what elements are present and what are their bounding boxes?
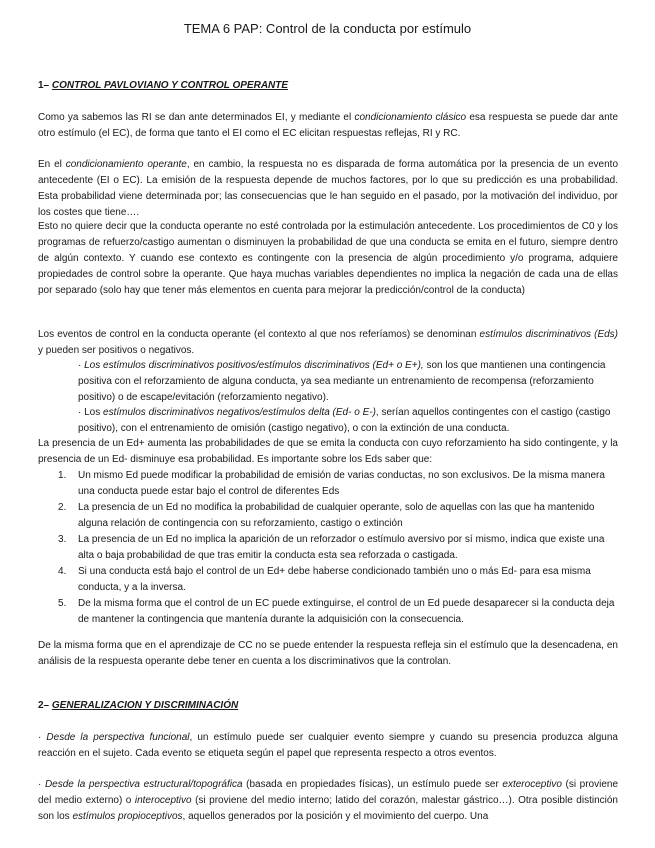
ed-points-list	[38, 468, 618, 628]
list-item: 2. La presencia de un Ed no modifica la probabilidad de cualquier operante, solo de aquellas con las que ha mantenido alguna relación de contingencia con su reforzamiento, castigo o extinción	[58, 502, 595, 529]
section-2-number: 2–	[38, 700, 50, 711]
paragraph-structural: · Desde la perspectiva estructural/topográfica (basada en propiedades físicas), un estímulo puede ser exteroceptivo (si proviene del medio externo) o interoceptivo (si proviene del medio interno; latido del corazón, malestar gástrico…). Otra posible distinción son los estímulos propioceptivos, aquellos generados por la posición y el movimiento del cuerpo. Una	[38, 779, 619, 822]
section-1-title: CONTROL PAVLOVIANO Y CONTROL OPERANTE	[51, 80, 289, 91]
paragraph-4: Los eventos de control en la conducta operante (el contexto al que nos referíamos) se denominan estímulos discriminativos (Eds) y pueden ser positivos o negativos.	[38, 329, 619, 356]
paragraph-5: La presencia de un Ed+ aumenta las probabilidades de que se emita la conducta con cuyo reforzamiento ha sido contingente, y la presencia de un Ed- disminuye esa probabilidad. Es importante sobre los Eds saber que:	[38, 438, 618, 465]
paragraph-1: Como ya sabemos las RI se dan ante determinados EI, y mediante el condicionamiento clásico esa respuesta se puede dar ante otro estímulo (el EC), de forma que tanto el EI como el EC elicitan respuestas reflejas, RI y RC.	[38, 112, 619, 139]
paragraph-2: En el condicionamiento operante, en cambio, la respuesta no es disparada de forma automática por la presencia de un evento antecedente (EI o EC). La emisión de la respuesta depende de muchos factores, por lo que su predicción es una probabilidad. Esta probabilidad viene determinada por; las consecuencias que le han seguido en el pasado, por la motivación del individuo, por los costes que tiene….	[38, 159, 618, 218]
bullet-ed-negative: · Los estímulos discriminativos negativos/estímulos delta (Ed- o E-), serían aquellos contingentes con el castigo (castigo positivo), con el entrenamiento de omisión (castigo negativo), o con la extinción de una conducta.	[78, 407, 611, 434]
paragraph-6: De la misma forma que en el aprendizaje de CC no se puede entender la respuesta refleja sin el estímulo que la desencadena, en análisis de la respuesta operante debe tener en cuenta a los discriminativos que la controlan.	[38, 640, 618, 667]
list-item: 1. Un mismo Ed puede modificar la probabilidad de emisión de varias conductas, no son exclusivos. De la misma manera una conducta puede estar bajo el control de diferentes Eds	[58, 470, 605, 497]
list-item: 3. La presencia de un Ed no implica la aparición de un reforzador o estímulo aversivo por sí mismo, indica que existe una alta o baja probabilidad de que tras emitir la conducta esta sea reforzada o castigada.	[58, 534, 605, 561]
section-1-heading	[38, 78, 288, 94]
document-title: TEMA 6 PAP: Control de la conducta por estímulo	[183, 21, 472, 36]
bullet-ed-positive: · Los estímulos discriminativos positivos/estímulos discriminativos (Ed+ o E+), son los que mantienen una contingencia positiva con el reforzamiento de alguna conducta, ya sea mediante un entrenamiento de recompensa (reforzamiento positivo) o de escape/evitación (reforzamiento negativo).	[78, 360, 606, 403]
section-2-heading	[38, 698, 238, 714]
list-item: 4. Si una conducta está bajo el control de un Ed+ debe haberse condicionado también uno o más Ed- para esa misma conducta, y a la inversa.	[58, 566, 591, 593]
section-2-title: GENERALIZACION Y DISCRIMINACIÓN	[51, 700, 239, 711]
list-item: 5. De la misma forma que el control de un EC puede extinguirse, el control de un Ed puede desaparecer si la conducta deja de mantener la contingencia que mantenía durante la adquisición con la consecuencia.	[58, 598, 615, 625]
paragraph-functional: · Desde la perspectiva funcional, un estímulo puede ser cualquier evento siempre y cuando su presencia produzca alguna reacción en el sujeto. Cada evento se etiqueta según el papel que representa respecto a otros eventos.	[38, 732, 618, 759]
section-1-number: 1–	[38, 80, 50, 91]
paragraph-3: Esto no quiere decir que la conducta operante no esté controlada por la estimulación antecedente. Los procedimientos de C0 y los programas de refuerzo/castigo aumentan o disminuyen la probabilidad de que una conducta se emita en el futuro, siempre dentro de algún contexto. Y cuando ese contexto es contingente con la presencia de algún procedimiento y/o programa, adquiere propiedades de control sobre la operante. Que haya muchas variables dependientes no implica la negación de cada una de ellas por separado (solo hay que tener más elementos en cuenta para mejorar la predicción/control de la conducta)	[38, 221, 618, 296]
